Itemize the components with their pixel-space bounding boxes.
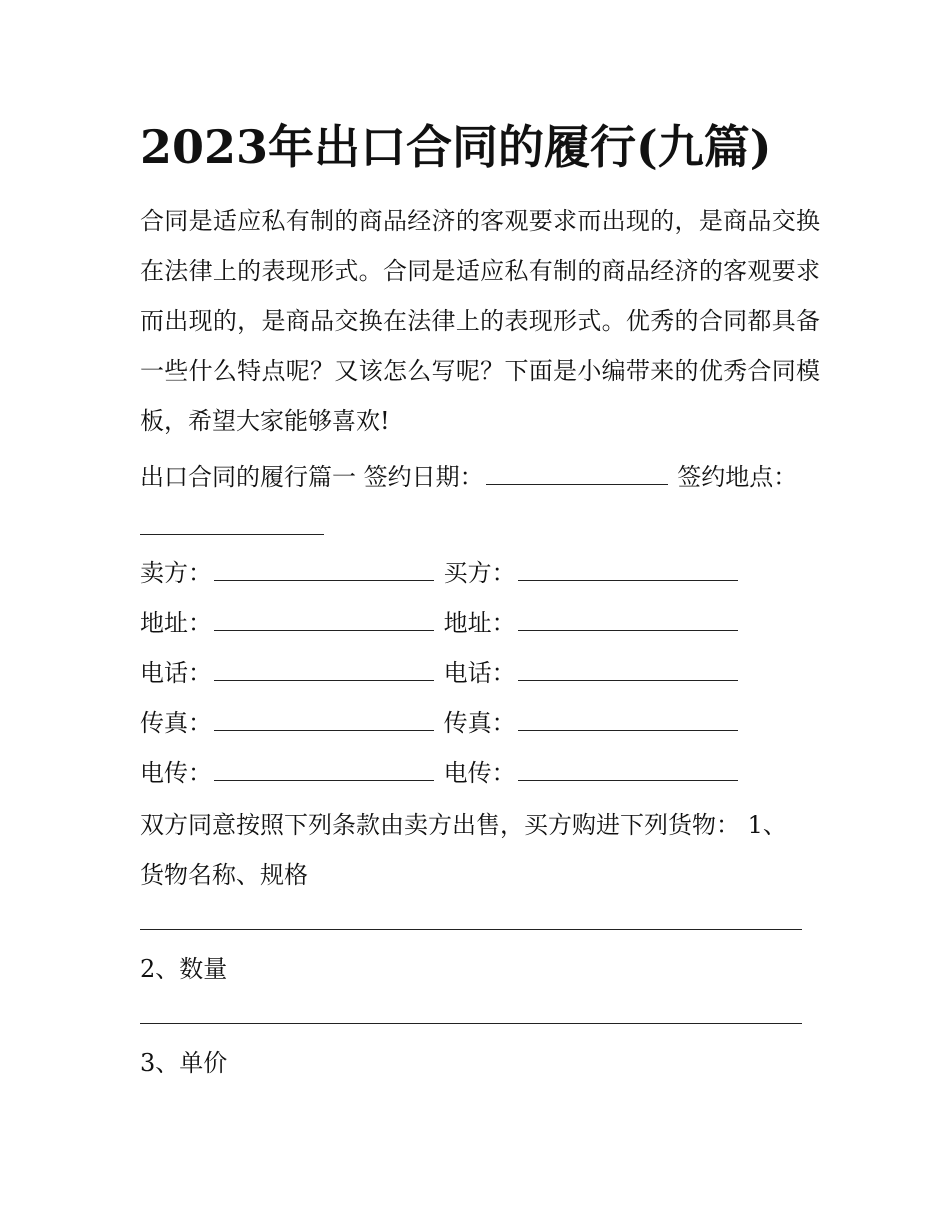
buyer-blank xyxy=(518,550,738,581)
unit-price-label: 3、单价 xyxy=(140,1049,228,1077)
seller-address-blank xyxy=(214,600,434,631)
goods-name-blank xyxy=(140,899,802,930)
seller-label: 卖方： xyxy=(140,559,212,587)
sign-date-blank xyxy=(486,454,668,485)
buyer-fax-label: 传真： xyxy=(443,709,516,737)
buyer-label: 买方： xyxy=(443,559,516,587)
buyer-telex-label: 电传： xyxy=(443,759,516,787)
goods-name-blank-line xyxy=(140,897,804,947)
party-row xyxy=(140,598,740,648)
agreement-line: 双方同意按照下列条款由卖方出售，买方购进下列货物： 1、 xyxy=(140,811,787,839)
sign-date-label: 签约日期： xyxy=(363,463,484,491)
seller-fax-blank xyxy=(214,700,434,731)
buyer-fax-blank xyxy=(518,700,738,731)
section-heading: 出口合同的履行篇一 xyxy=(140,463,356,491)
quantity-blank-line xyxy=(140,991,804,1041)
seller-telex-label: 电传： xyxy=(140,759,212,787)
party-row xyxy=(140,548,740,598)
intro-paragraph: 合同是适应私有制的商品经济的客观要求而出现的，是商品交换在法律上的表现形式。合同是适应私有制的商品经济的客观要求而出现的，是商品交换在法律上的表现形式。优秀的合同都具备一些什么特点呢？又该怎么写呢？下面是小编带来的优秀合同模板，希望大家能够喜欢! xyxy=(140,207,820,435)
buyer-telex-blank xyxy=(518,750,738,781)
document-title: 2023年出口合同的履行(九篇) xyxy=(140,120,772,174)
seller-blank xyxy=(214,550,434,581)
seller-phone-blank xyxy=(214,650,434,681)
quantity-label: 2、数量 xyxy=(140,955,228,983)
sign-place-label: 签约地点： xyxy=(677,463,798,491)
party-row xyxy=(140,648,740,698)
buyer-phone-label: 电话： xyxy=(443,659,516,687)
buyer-address-blank xyxy=(518,600,738,631)
goods-name-label: 货物名称、规格 xyxy=(140,861,308,889)
party-row xyxy=(140,748,740,798)
party-row xyxy=(140,698,740,748)
seller-address-label: 地址： xyxy=(140,609,212,637)
seller-fax-label: 传真： xyxy=(140,709,212,737)
buyer-address-label: 地址： xyxy=(443,609,516,637)
sign-place-blank xyxy=(140,504,324,535)
seller-phone-label: 电话： xyxy=(140,659,212,687)
sign-place-line xyxy=(140,502,326,552)
quantity-blank xyxy=(140,993,802,1024)
buyer-phone-blank xyxy=(518,650,738,681)
seller-telex-blank xyxy=(214,750,434,781)
sign-info-line xyxy=(140,452,797,502)
